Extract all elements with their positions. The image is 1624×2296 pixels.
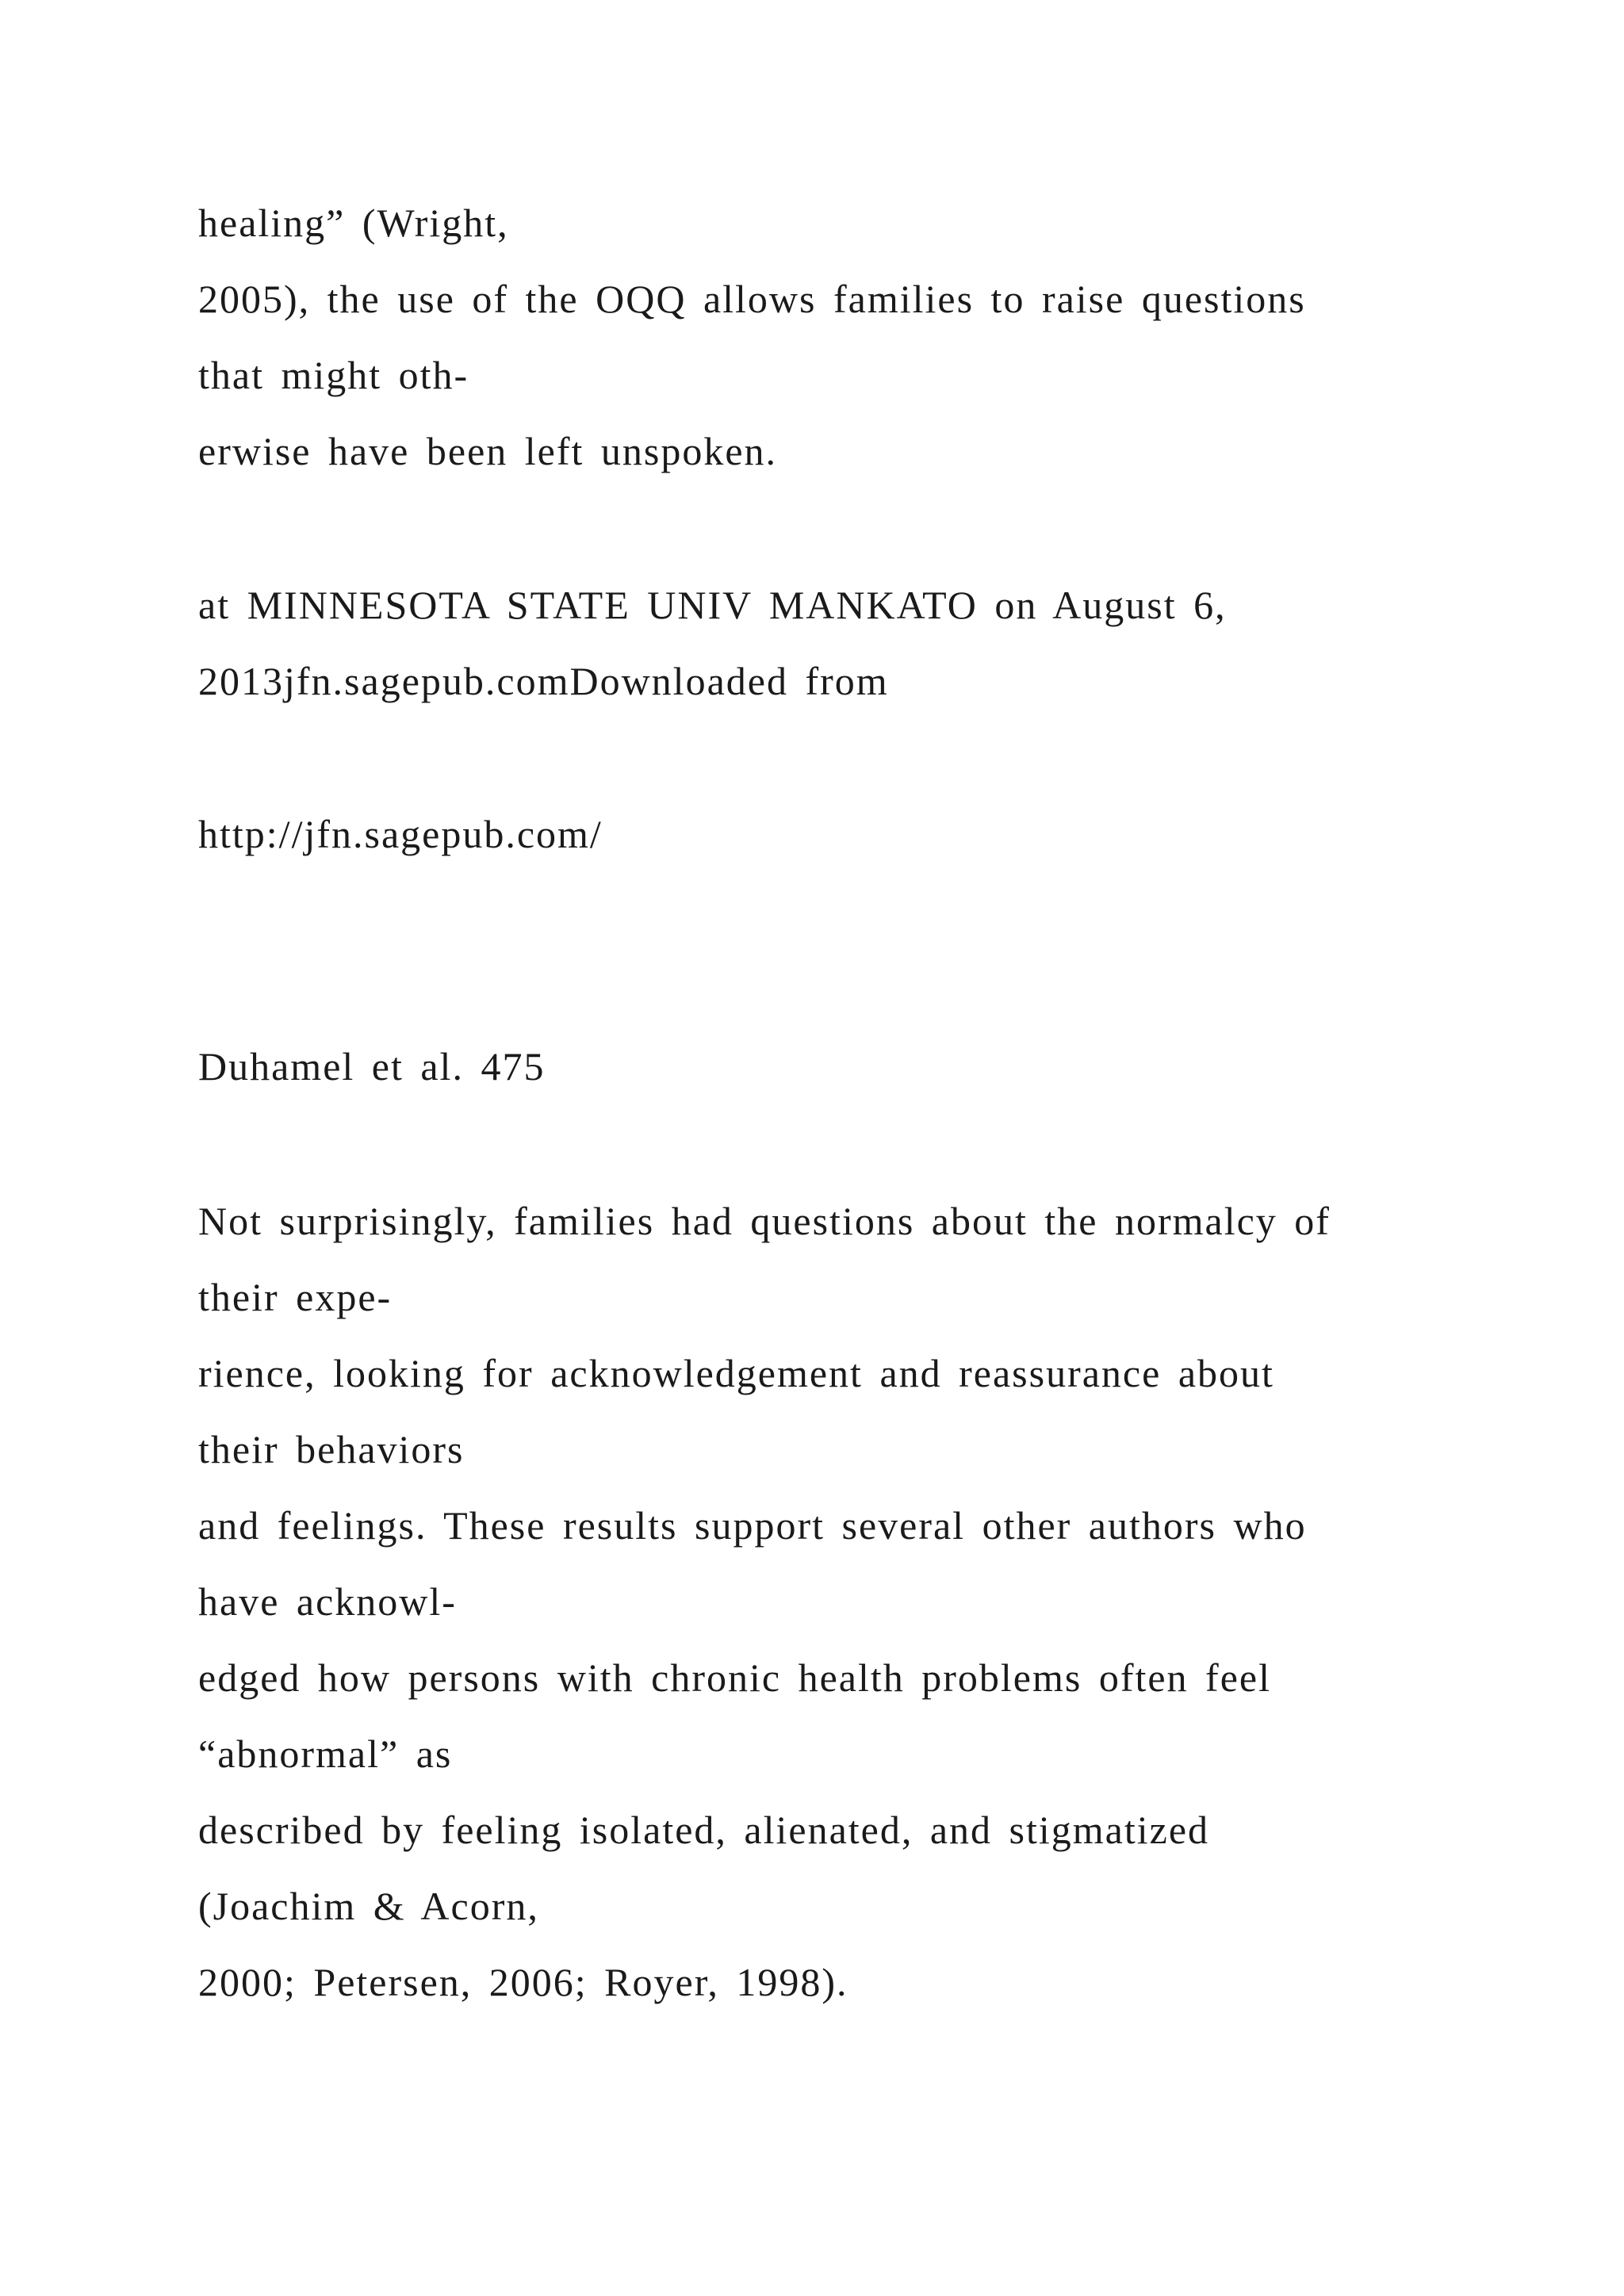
text-line: 2005), the use of the OQQ allows families to raise questions bbox=[198, 277, 1306, 321]
text-line: healing” (Wright, bbox=[198, 201, 509, 245]
source-url: http://jfn.sagepub.com/ bbox=[198, 812, 603, 856]
text-line: have acknowl- bbox=[198, 1579, 457, 1624]
download-notice-line: at MINNESOTA STATE UNIV MANKATO on August 6, bbox=[198, 583, 1227, 627]
download-notice-line: 2013jfn.sagepub.comDownloaded from bbox=[198, 659, 889, 703]
text-line: erwise have been left unspoken. bbox=[198, 429, 778, 473]
text-line: rience, looking for acknowledgement and reassurance about bbox=[198, 1351, 1274, 1395]
text-line: (Joachim & Acorn, bbox=[198, 1884, 539, 1928]
text-line: described by feeling isolated, alienated, and stigmatized bbox=[198, 1808, 1210, 1852]
text-line: their behaviors bbox=[198, 1427, 465, 1471]
text-line: edged how persons with chronic health problems often feel bbox=[198, 1655, 1271, 1700]
text-line: Not surprisingly, families had questions about the normalcy of bbox=[198, 1199, 1331, 1243]
text-line: their expe- bbox=[198, 1275, 393, 1319]
running-header: Duhamel et al. 475 bbox=[198, 1044, 546, 1089]
text-line: “abnormal” as bbox=[198, 1732, 453, 1776]
text-line: that might oth- bbox=[198, 353, 469, 397]
text-line: and feelings. These results support several other authors who bbox=[198, 1503, 1307, 1548]
text-line: 2000; Petersen, 2006; Royer, 1998). bbox=[198, 1960, 848, 2004]
